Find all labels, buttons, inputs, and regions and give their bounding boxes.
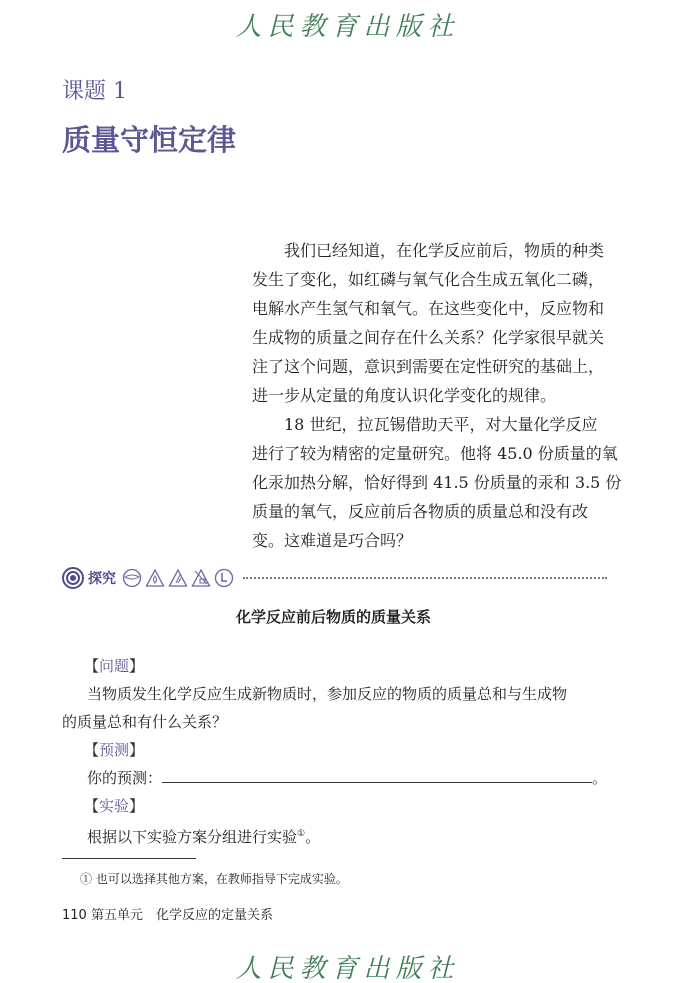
period: 。 (592, 769, 608, 787)
inquiry-content (62, 652, 612, 851)
predict-label: 预测 (99, 741, 130, 759)
predict-row (62, 764, 612, 792)
prediction-blank[interactable] (162, 768, 592, 783)
text-line: 注了这个问题，意识到需要在定性研究的基础上， (252, 357, 605, 376)
page-title: 质量守恒定律 (62, 123, 237, 157)
text-line: 质量的氧气，反应前后各物质的质量总和没有改 (252, 502, 589, 521)
text-line: 生成物的质量之间存在什么关系？化学家很早就关 (252, 328, 605, 347)
publisher-logo: 人民教育出版社 (235, 12, 460, 42)
publisher-logo-footer: 人民教育出版社 (235, 954, 460, 983)
explore-bar (62, 566, 607, 590)
question-line: 当物质发生化学反应生成新物质时，参加反应的物质的质量总和与生成物 (87, 685, 568, 703)
predict-heading: 【预测】 (84, 741, 145, 759)
footnote: ① 也可以选择其他方案，在教师指导下完成实验。 (80, 872, 348, 886)
no-touch-icon (191, 568, 211, 588)
explore-label: 探究 (88, 571, 116, 587)
question-label: 问题 (99, 657, 130, 675)
period: 。 (305, 828, 321, 846)
experiment-row (62, 820, 612, 851)
text-line: 我们已经知道，在化学反应前后，物质的种类 (252, 241, 605, 260)
target-icon (62, 567, 84, 589)
text-line: 变。这难道是巧合吗？ (252, 531, 413, 550)
text-line: 18 世纪，拉瓦锡借助天平，对大量化学反应 (252, 415, 598, 434)
text-line: 化汞加热分解，恰好得到 41.5 份质量的汞和 3.5 份 (252, 473, 622, 492)
footnote-ref[interactable]: ① (297, 829, 306, 839)
question-heading: 【问题】 (84, 657, 145, 675)
experiment-label: 实验 (99, 797, 130, 815)
text-line: 电解水产生氢气和氧气。在这些变化中，反应物和 (252, 299, 605, 318)
predict-prompt: 你的预测： (87, 769, 163, 787)
fire-warning-icon (168, 568, 188, 588)
flame-warning-icon (145, 568, 165, 588)
section-title: 化学反应前后物质的质量关系 (235, 608, 431, 626)
goggles-icon (122, 568, 142, 588)
footnote-divider (62, 858, 196, 859)
text-line: 发生了变化，如红磷与氧气化合生成五氧化二磷， (252, 270, 605, 289)
intro-text (252, 236, 622, 555)
experiment-text: 根据以下实验方案分组进行实验 (87, 828, 298, 846)
page-footer (62, 904, 273, 923)
text-line: 进一步从定量的角度认识化学变化的规律。 (252, 386, 557, 405)
text-line: 进行了较为精密的定量研究。他将 45.0 份质量的氧 (252, 444, 618, 463)
unit-title: 第五单元 化学反应的定量关系 (90, 908, 273, 923)
question-line: 的质量总和有什么关系？ (62, 713, 228, 731)
lesson-label: 课题 1 (62, 79, 127, 104)
page-number: 110 (62, 908, 87, 923)
experiment-heading: 【实验】 (84, 797, 145, 815)
hand-wash-icon (214, 568, 234, 588)
dotted-divider (243, 577, 607, 579)
